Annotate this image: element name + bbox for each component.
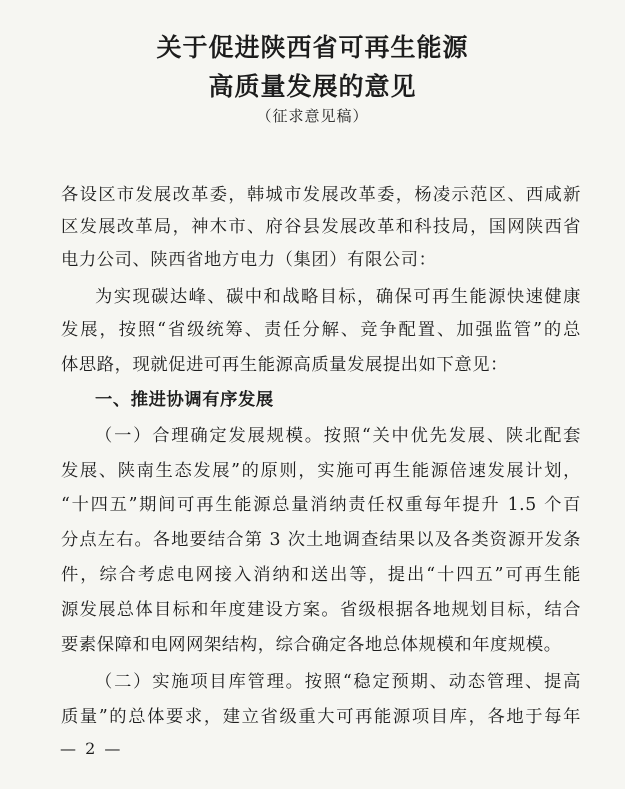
body-line: 发展，按照“省级统筹、责任分解、竞争配置、加强监管”的总 [61,320,581,340]
body-line: 发展、陕南生态发展”的原则，实施可再生能源倍速发展计划， [61,461,581,481]
body-line: 分点左右。各地要结合第 3 次土地调查结果以及各类资源开发条 [61,530,581,550]
body-line: 电力公司、陕西省地方电力（集团）有限公司： [61,250,437,270]
body-line: 要素保障和电网网架结构，综合确定各地总体规模和年度规模。 [61,635,562,655]
body-line: 区发展改革局，神木市、府谷县发展改革和科技局，国网陕西省 [61,217,581,237]
body-line: 各设区市发展改革委，韩城市发展改革委，杨凌示范区、西咸新 [61,185,581,205]
body-line: 源发展总体目标和年度建设方案。省级根据各地规划目标，结合 [61,600,581,620]
document-title-line-2: 高质量发展的意见 [208,72,417,101]
document-subtitle: （征求意见稿） [256,107,369,125]
body-line: 质量”的总体要求，建立省级重大可再能源项目库，各地于每年 [61,707,581,727]
body-line: （一）合理确定发展规模。按照“关中优先发展、陕北配套 [95,426,581,446]
document-title-line-1: 关于促进陕西省可再生能源 [156,33,469,62]
section-heading: 一、推进协调有序发展 [95,390,274,410]
body-line: “十四五”期间可再生能源总量消纳责任权重每年提升 1.5 个百 [61,495,581,515]
page-number: — 2 — [60,739,123,758]
body-line: 体思路，现就促进可再生能源高质量发展提出如下意见： [61,355,509,375]
body-line: （二）实施项目库管理。按照“稳定预期、动态管理、提高 [95,672,581,692]
body-line: 为实现碳达峰、碳中和战略目标，确保可再生能源快速健康 [95,287,581,307]
body-line: 件，综合考虑电网接入消纳和送出等，提出“十四五”可再生能 [61,565,581,585]
